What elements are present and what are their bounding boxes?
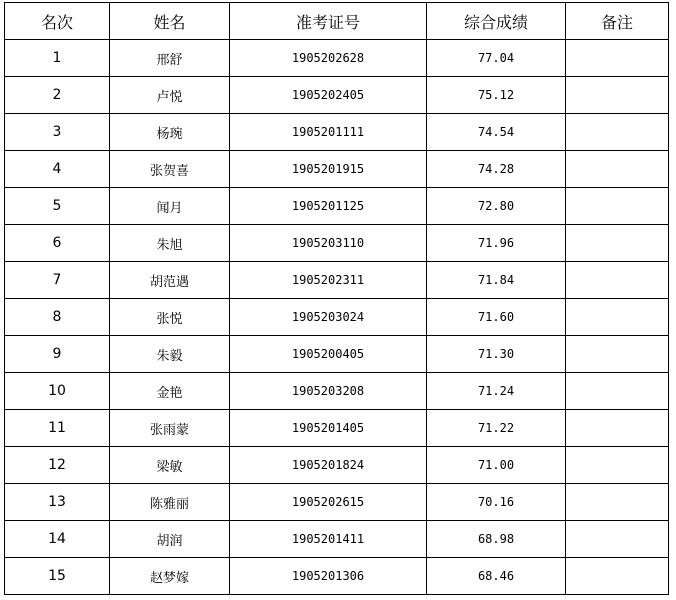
header-score: 综合成绩 [427,3,566,40]
cell-exam-id: 1905201915 [230,151,427,188]
table-header-row [5,3,669,40]
cell-note [566,373,669,410]
table-row [5,558,669,595]
cell-rank: 11 [5,410,110,447]
cell-name: 金艳 [110,373,230,410]
cell-score: 74.28 [427,151,566,188]
cell-rank: 10 [5,373,110,410]
cell-note [566,262,669,299]
cell-name: 邢舒 [110,40,230,77]
table-row [5,151,669,188]
cell-rank: 12 [5,447,110,484]
cell-name: 朱旭 [110,225,230,262]
cell-exam-id: 1905201111 [230,114,427,151]
cell-name: 胡范遇 [110,262,230,299]
cell-rank: 4 [5,151,110,188]
cell-exam-id: 1905202628 [230,40,427,77]
cell-exam-id: 1905201125 [230,188,427,225]
cell-rank: 9 [5,336,110,373]
cell-name: 赵梦嫁 [110,558,230,595]
cell-note [566,40,669,77]
cell-score: 71.24 [427,373,566,410]
table-row [5,447,669,484]
cell-exam-id: 1905202405 [230,77,427,114]
cell-rank: 3 [5,114,110,151]
cell-rank: 5 [5,188,110,225]
cell-note [566,77,669,114]
table-body [5,40,669,595]
cell-exam-id: 1905203024 [230,299,427,336]
cell-exam-id: 1905201824 [230,447,427,484]
header-rank: 名次 [5,3,110,40]
cell-note [566,114,669,151]
cell-name: 卢悦 [110,77,230,114]
table-row [5,188,669,225]
cell-name: 朱毅 [110,336,230,373]
cell-exam-id: 1905201411 [230,521,427,558]
cell-score: 74.54 [427,114,566,151]
cell-exam-id: 1905203110 [230,225,427,262]
cell-note [566,558,669,595]
cell-note [566,521,669,558]
header-name: 姓名 [110,3,230,40]
cell-exam-id: 1905201405 [230,410,427,447]
cell-name: 梁敏 [110,447,230,484]
cell-rank: 1 [5,40,110,77]
cell-rank: 7 [5,262,110,299]
header-exam-id: 准考证号 [230,3,427,40]
table-row [5,225,669,262]
cell-note [566,336,669,373]
cell-name: 张雨蒙 [110,410,230,447]
cell-exam-id: 1905202311 [230,262,427,299]
cell-score: 71.84 [427,262,566,299]
cell-score: 68.46 [427,558,566,595]
table-row [5,484,669,521]
cell-rank: 13 [5,484,110,521]
cell-rank: 6 [5,225,110,262]
cell-name: 闻月 [110,188,230,225]
cell-score: 70.16 [427,484,566,521]
cell-name: 胡润 [110,521,230,558]
cell-name: 张贺喜 [110,151,230,188]
table-row [5,410,669,447]
cell-note [566,151,669,188]
cell-exam-id: 1905200405 [230,336,427,373]
table-row [5,262,669,299]
cell-exam-id: 1905201306 [230,558,427,595]
table-row [5,77,669,114]
cell-name: 张悦 [110,299,230,336]
table-row [5,521,669,558]
cell-note [566,188,669,225]
cell-note [566,225,669,262]
cell-rank: 14 [5,521,110,558]
cell-score: 75.12 [427,77,566,114]
cell-score: 77.04 [427,40,566,77]
cell-score: 71.00 [427,447,566,484]
cell-rank: 8 [5,299,110,336]
table-row [5,373,669,410]
table-row [5,299,669,336]
cell-note [566,299,669,336]
score-table [4,2,669,595]
cell-score: 71.30 [427,336,566,373]
table-row [5,114,669,151]
cell-exam-id: 1905202615 [230,484,427,521]
cell-name: 杨琬 [110,114,230,151]
cell-score: 71.22 [427,410,566,447]
header-note: 备注 [566,3,669,40]
cell-name: 陈雅丽 [110,484,230,521]
cell-score: 72.80 [427,188,566,225]
cell-rank: 2 [5,77,110,114]
cell-note [566,410,669,447]
cell-score: 71.60 [427,299,566,336]
table-row [5,336,669,373]
cell-score: 68.98 [427,521,566,558]
cell-score: 71.96 [427,225,566,262]
table-row [5,40,669,77]
cell-note [566,484,669,521]
cell-rank: 15 [5,558,110,595]
cell-note [566,447,669,484]
cell-exam-id: 1905203208 [230,373,427,410]
